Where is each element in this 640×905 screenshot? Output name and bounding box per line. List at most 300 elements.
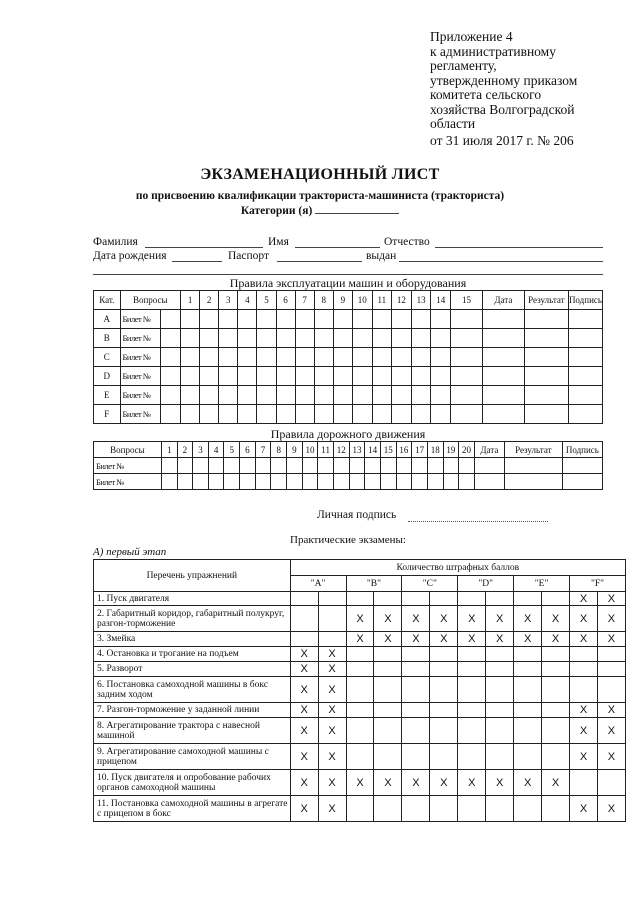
answer-cell[interactable]: [219, 405, 238, 424]
penalty-cell[interactable]: X: [597, 796, 625, 822]
answer-cell[interactable]: [208, 458, 224, 474]
answer-cell[interactable]: [427, 474, 443, 490]
penalty-cell[interactable]: X: [346, 770, 374, 796]
penalty-cell[interactable]: [542, 718, 570, 744]
penalty-cell[interactable]: [346, 592, 374, 606]
answer-cell[interactable]: [451, 310, 483, 329]
penalty-cell[interactable]: [374, 662, 402, 677]
penalty-cell[interactable]: [458, 744, 486, 770]
result-cell[interactable]: [524, 405, 568, 424]
answer-cell[interactable]: [431, 386, 451, 405]
penalty-cell[interactable]: X: [318, 744, 346, 770]
signature-cell[interactable]: [568, 386, 602, 405]
answer-cell[interactable]: [352, 367, 372, 386]
penalty-cell[interactable]: [402, 744, 430, 770]
penalty-cell[interactable]: X: [430, 606, 458, 632]
answer-cell[interactable]: [257, 386, 276, 405]
penalty-cell[interactable]: [402, 718, 430, 744]
penalty-cell[interactable]: [542, 744, 570, 770]
date-cell[interactable]: [482, 329, 524, 348]
answer-cell[interactable]: [392, 329, 412, 348]
answer-cell[interactable]: [219, 386, 238, 405]
penalty-cell[interactable]: X: [597, 703, 625, 718]
answer-cell[interactable]: [257, 367, 276, 386]
penalty-cell[interactable]: [458, 703, 486, 718]
result-cell[interactable]: [504, 474, 562, 490]
penalty-cell[interactable]: [430, 677, 458, 703]
answer-cell[interactable]: [219, 348, 238, 367]
result-cell[interactable]: [524, 367, 568, 386]
penalty-cell[interactable]: X: [597, 606, 625, 632]
answer-cell[interactable]: [333, 386, 352, 405]
answer-cell[interactable]: [177, 458, 193, 474]
answer-cell[interactable]: [255, 458, 271, 474]
answer-cell[interactable]: [451, 329, 483, 348]
penalty-cell[interactable]: [290, 592, 318, 606]
penalty-cell[interactable]: [402, 647, 430, 662]
answer-cell[interactable]: [411, 405, 431, 424]
name-field[interactable]: [295, 247, 380, 248]
signature-cell[interactable]: [568, 310, 602, 329]
answer-cell[interactable]: [318, 458, 334, 474]
answer-cell[interactable]: [412, 458, 428, 474]
answer-cell[interactable]: [240, 474, 256, 490]
answer-cell[interactable]: [302, 474, 318, 490]
result-cell[interactable]: [524, 310, 568, 329]
penalty-cell[interactable]: X: [570, 592, 598, 606]
penalty-cell[interactable]: [402, 677, 430, 703]
answer-cell[interactable]: [276, 310, 295, 329]
penalty-cell[interactable]: X: [430, 632, 458, 647]
answer-cell[interactable]: [181, 367, 200, 386]
penalty-cell[interactable]: [374, 796, 402, 822]
penalty-cell[interactable]: [514, 662, 542, 677]
answer-cell[interactable]: [318, 474, 334, 490]
answer-cell[interactable]: [352, 386, 372, 405]
answer-cell[interactable]: [295, 310, 314, 329]
result-cell[interactable]: [524, 329, 568, 348]
penalty-cell[interactable]: X: [570, 744, 598, 770]
penalty-cell[interactable]: X: [374, 606, 402, 632]
answer-cell[interactable]: [412, 474, 428, 490]
penalty-cell[interactable]: X: [570, 703, 598, 718]
answer-cell[interactable]: [411, 386, 431, 405]
answer-cell[interactable]: [224, 474, 240, 490]
answer-cell[interactable]: [181, 386, 200, 405]
answer-cell[interactable]: [161, 474, 177, 490]
penalty-cell[interactable]: X: [402, 632, 430, 647]
answer-cell[interactable]: [352, 329, 372, 348]
answer-cell[interactable]: [314, 348, 333, 367]
answer-cell[interactable]: [365, 474, 381, 490]
answer-cell[interactable]: [333, 405, 352, 424]
answer-cell[interactable]: [314, 367, 333, 386]
issued-field-cont[interactable]: [93, 274, 603, 275]
date-cell[interactable]: [482, 405, 524, 424]
answer-cell[interactable]: [257, 310, 276, 329]
answer-cell[interactable]: [240, 458, 256, 474]
penalty-cell[interactable]: X: [458, 632, 486, 647]
answer-cell[interactable]: [208, 474, 224, 490]
penalty-cell[interactable]: [346, 744, 374, 770]
date-cell[interactable]: [482, 348, 524, 367]
penalty-cell[interactable]: [570, 647, 598, 662]
ticket-number-cell[interactable]: [160, 386, 180, 405]
answer-cell[interactable]: [451, 386, 483, 405]
penalty-cell[interactable]: [374, 703, 402, 718]
answer-cell[interactable]: [257, 405, 276, 424]
penalty-cell[interactable]: [402, 796, 430, 822]
penalty-cell[interactable]: X: [597, 744, 625, 770]
answer-cell[interactable]: [314, 405, 333, 424]
penalty-cell[interactable]: X: [290, 744, 318, 770]
penalty-cell[interactable]: [318, 632, 346, 647]
answer-cell[interactable]: [193, 474, 209, 490]
penalty-cell[interactable]: [486, 647, 514, 662]
penalty-cell[interactable]: X: [290, 662, 318, 677]
penalty-cell[interactable]: [514, 796, 542, 822]
answer-cell[interactable]: [396, 458, 412, 474]
penalty-cell[interactable]: [486, 703, 514, 718]
penalty-cell[interactable]: [542, 647, 570, 662]
penalty-cell[interactable]: [346, 796, 374, 822]
signature-cell[interactable]: [568, 367, 602, 386]
penalty-cell[interactable]: X: [318, 677, 346, 703]
penalty-cell[interactable]: [597, 662, 625, 677]
penalty-cell[interactable]: [374, 647, 402, 662]
answer-cell[interactable]: [411, 310, 431, 329]
result-cell[interactable]: [524, 348, 568, 367]
penalty-cell[interactable]: [486, 744, 514, 770]
penalty-cell[interactable]: X: [374, 632, 402, 647]
penalty-cell[interactable]: X: [290, 703, 318, 718]
answer-cell[interactable]: [276, 348, 295, 367]
answer-cell[interactable]: [459, 458, 475, 474]
penalty-cell[interactable]: [430, 592, 458, 606]
answer-cell[interactable]: [431, 405, 451, 424]
penalty-cell[interactable]: X: [542, 770, 570, 796]
answer-cell[interactable]: [411, 348, 431, 367]
penalty-cell[interactable]: [430, 662, 458, 677]
answer-cell[interactable]: [181, 405, 200, 424]
penalty-cell[interactable]: [542, 677, 570, 703]
answer-cell[interactable]: [238, 405, 257, 424]
penalty-cell[interactable]: [542, 662, 570, 677]
birthdate-field[interactable]: [172, 261, 222, 262]
answer-cell[interactable]: [200, 329, 219, 348]
signature-cell[interactable]: [562, 474, 602, 490]
penalty-cell[interactable]: X: [486, 606, 514, 632]
answer-cell[interactable]: [333, 329, 352, 348]
answer-cell[interactable]: [396, 474, 412, 490]
answer-cell[interactable]: [276, 386, 295, 405]
answer-cell[interactable]: [287, 474, 303, 490]
answer-cell[interactable]: [372, 329, 392, 348]
penalty-cell[interactable]: [402, 592, 430, 606]
penalty-cell[interactable]: X: [542, 606, 570, 632]
answer-cell[interactable]: [295, 348, 314, 367]
answer-cell[interactable]: [181, 348, 200, 367]
penalty-cell[interactable]: [542, 592, 570, 606]
answer-cell[interactable]: [177, 474, 193, 490]
answer-cell[interactable]: [276, 405, 295, 424]
penalty-cell[interactable]: [514, 703, 542, 718]
answer-cell[interactable]: [333, 310, 352, 329]
penalty-cell[interactable]: [430, 744, 458, 770]
answer-cell[interactable]: [314, 386, 333, 405]
answer-cell[interactable]: [257, 329, 276, 348]
answer-cell[interactable]: [333, 474, 349, 490]
penalty-cell[interactable]: [514, 677, 542, 703]
penalty-cell[interactable]: [486, 662, 514, 677]
answer-cell[interactable]: [193, 458, 209, 474]
answer-cell[interactable]: [333, 367, 352, 386]
result-cell[interactable]: [504, 458, 562, 474]
penalty-cell[interactable]: X: [374, 770, 402, 796]
answer-cell[interactable]: [257, 348, 276, 367]
signature-cell[interactable]: [568, 329, 602, 348]
answer-cell[interactable]: [443, 458, 459, 474]
penalty-cell[interactable]: [402, 703, 430, 718]
personal-signature-field[interactable]: [408, 521, 548, 522]
answer-cell[interactable]: [333, 458, 349, 474]
passport-field[interactable]: [277, 261, 362, 262]
patronymic-field[interactable]: [435, 247, 603, 248]
answer-cell[interactable]: [200, 367, 219, 386]
penalty-cell[interactable]: X: [430, 770, 458, 796]
answer-cell[interactable]: [200, 405, 219, 424]
penalty-cell[interactable]: X: [514, 606, 542, 632]
answer-cell[interactable]: [431, 348, 451, 367]
penalty-cell[interactable]: [597, 677, 625, 703]
answer-cell[interactable]: [427, 458, 443, 474]
penalty-cell[interactable]: [570, 677, 598, 703]
answer-cell[interactable]: [372, 405, 392, 424]
penalty-cell[interactable]: X: [458, 606, 486, 632]
penalty-cell[interactable]: X: [346, 632, 374, 647]
penalty-cell[interactable]: [402, 662, 430, 677]
penalty-cell[interactable]: X: [570, 796, 598, 822]
penalty-cell[interactable]: X: [318, 796, 346, 822]
penalty-cell[interactable]: [570, 770, 598, 796]
penalty-cell[interactable]: [458, 662, 486, 677]
answer-cell[interactable]: [380, 458, 396, 474]
penalty-cell[interactable]: [486, 592, 514, 606]
answer-cell[interactable]: [314, 329, 333, 348]
ticket-number-cell[interactable]: [160, 367, 180, 386]
penalty-cell[interactable]: [542, 703, 570, 718]
penalty-cell[interactable]: X: [318, 718, 346, 744]
penalty-cell[interactable]: X: [318, 647, 346, 662]
penalty-cell[interactable]: [290, 606, 318, 632]
answer-cell[interactable]: [219, 329, 238, 348]
issued-field[interactable]: [399, 261, 603, 262]
surname-field[interactable]: [145, 247, 263, 248]
penalty-cell[interactable]: X: [514, 632, 542, 647]
answer-cell[interactable]: [224, 458, 240, 474]
signature-cell[interactable]: [568, 348, 602, 367]
answer-cell[interactable]: [302, 458, 318, 474]
penalty-cell[interactable]: [597, 647, 625, 662]
penalty-cell[interactable]: [290, 632, 318, 647]
answer-cell[interactable]: [238, 348, 257, 367]
answer-cell[interactable]: [287, 458, 303, 474]
penalty-cell[interactable]: [346, 677, 374, 703]
penalty-cell[interactable]: X: [486, 632, 514, 647]
penalty-cell[interactable]: [542, 796, 570, 822]
answer-cell[interactable]: [219, 367, 238, 386]
answer-cell[interactable]: [411, 367, 431, 386]
answer-cell[interactable]: [238, 367, 257, 386]
answer-cell[interactable]: [295, 329, 314, 348]
penalty-cell[interactable]: [458, 592, 486, 606]
date-cell[interactable]: [482, 310, 524, 329]
answer-cell[interactable]: [276, 329, 295, 348]
answer-cell[interactable]: [295, 386, 314, 405]
penalty-cell[interactable]: X: [318, 703, 346, 718]
answer-cell[interactable]: [333, 348, 352, 367]
answer-cell[interactable]: [255, 474, 271, 490]
penalty-cell[interactable]: X: [486, 770, 514, 796]
answer-cell[interactable]: [271, 458, 287, 474]
answer-cell[interactable]: [161, 458, 177, 474]
date-cell[interactable]: [474, 458, 504, 474]
answer-cell[interactable]: [443, 474, 459, 490]
answer-cell[interactable]: [271, 474, 287, 490]
penalty-cell[interactable]: [486, 718, 514, 744]
answer-cell[interactable]: [451, 348, 483, 367]
answer-cell[interactable]: [352, 348, 372, 367]
answer-cell[interactable]: [238, 310, 257, 329]
penalty-cell[interactable]: [374, 744, 402, 770]
penalty-cell[interactable]: X: [570, 632, 598, 647]
date-cell[interactable]: [482, 367, 524, 386]
penalty-cell[interactable]: X: [597, 632, 625, 647]
penalty-cell[interactable]: X: [570, 606, 598, 632]
penalty-cell[interactable]: X: [290, 770, 318, 796]
answer-cell[interactable]: [372, 367, 392, 386]
answer-cell[interactable]: [431, 367, 451, 386]
signature-cell[interactable]: [568, 405, 602, 424]
penalty-cell[interactable]: X: [318, 770, 346, 796]
penalty-cell[interactable]: X: [542, 632, 570, 647]
penalty-cell[interactable]: [346, 662, 374, 677]
penalty-cell[interactable]: X: [402, 770, 430, 796]
ticket-number-cell[interactable]: [160, 348, 180, 367]
answer-cell[interactable]: [392, 310, 412, 329]
answer-cell[interactable]: [411, 329, 431, 348]
penalty-cell[interactable]: [570, 662, 598, 677]
penalty-cell[interactable]: [430, 703, 458, 718]
penalty-cell[interactable]: [430, 796, 458, 822]
answer-cell[interactable]: [200, 310, 219, 329]
penalty-cell[interactable]: [318, 606, 346, 632]
answer-cell[interactable]: [200, 386, 219, 405]
answer-cell[interactable]: [238, 329, 257, 348]
answer-cell[interactable]: [295, 367, 314, 386]
penalty-cell[interactable]: [514, 592, 542, 606]
penalty-cell[interactable]: X: [570, 718, 598, 744]
penalty-cell[interactable]: [430, 647, 458, 662]
penalty-cell[interactable]: [486, 677, 514, 703]
penalty-cell[interactable]: X: [514, 770, 542, 796]
answer-cell[interactable]: [314, 310, 333, 329]
penalty-cell[interactable]: [346, 703, 374, 718]
answer-cell[interactable]: [181, 310, 200, 329]
penalty-cell[interactable]: [458, 796, 486, 822]
penalty-cell[interactable]: [458, 677, 486, 703]
answer-cell[interactable]: [392, 367, 412, 386]
answer-cell[interactable]: [238, 386, 257, 405]
answer-cell[interactable]: [451, 405, 483, 424]
date-cell[interactable]: [482, 386, 524, 405]
penalty-cell[interactable]: [374, 592, 402, 606]
penalty-cell[interactable]: [486, 796, 514, 822]
answer-cell[interactable]: [431, 329, 451, 348]
result-cell[interactable]: [524, 386, 568, 405]
penalty-cell[interactable]: [346, 647, 374, 662]
penalty-cell[interactable]: [514, 647, 542, 662]
answer-cell[interactable]: [181, 329, 200, 348]
answer-cell[interactable]: [392, 386, 412, 405]
penalty-cell[interactable]: [374, 718, 402, 744]
penalty-cell[interactable]: [458, 718, 486, 744]
penalty-cell[interactable]: X: [290, 796, 318, 822]
answer-cell[interactable]: [431, 310, 451, 329]
signature-cell[interactable]: [562, 458, 602, 474]
penalty-cell[interactable]: X: [318, 662, 346, 677]
ticket-number-cell[interactable]: [160, 405, 180, 424]
answer-cell[interactable]: [349, 474, 365, 490]
answer-cell[interactable]: [380, 474, 396, 490]
answer-cell[interactable]: [365, 458, 381, 474]
penalty-cell[interactable]: X: [290, 647, 318, 662]
penalty-cell[interactable]: [458, 647, 486, 662]
answer-cell[interactable]: [372, 386, 392, 405]
answer-cell[interactable]: [349, 458, 365, 474]
penalty-cell[interactable]: [514, 744, 542, 770]
answer-cell[interactable]: [372, 310, 392, 329]
penalty-cell[interactable]: [430, 718, 458, 744]
answer-cell[interactable]: [352, 310, 372, 329]
answer-cell[interactable]: [451, 367, 483, 386]
ticket-number-cell[interactable]: [160, 310, 180, 329]
answer-cell[interactable]: [392, 405, 412, 424]
answer-cell[interactable]: [459, 474, 475, 490]
penalty-cell[interactable]: [597, 770, 625, 796]
penalty-cell[interactable]: [514, 718, 542, 744]
penalty-cell[interactable]: [318, 592, 346, 606]
answer-cell[interactable]: [200, 348, 219, 367]
answer-cell[interactable]: [295, 405, 314, 424]
penalty-cell[interactable]: X: [402, 606, 430, 632]
penalty-cell[interactable]: X: [597, 718, 625, 744]
answer-cell[interactable]: [276, 367, 295, 386]
penalty-cell[interactable]: X: [458, 770, 486, 796]
answer-cell[interactable]: [372, 348, 392, 367]
penalty-cell[interactable]: X: [290, 718, 318, 744]
answer-cell[interactable]: [219, 310, 238, 329]
penalty-cell[interactable]: X: [346, 606, 374, 632]
answer-cell[interactable]: [352, 405, 372, 424]
date-cell[interactable]: [474, 474, 504, 490]
answer-cell[interactable]: [392, 348, 412, 367]
ticket-number-cell[interactable]: [160, 329, 180, 348]
penalty-cell[interactable]: X: [290, 677, 318, 703]
penalty-cell[interactable]: X: [597, 592, 625, 606]
penalty-cell[interactable]: [346, 718, 374, 744]
penalty-cell[interactable]: [374, 677, 402, 703]
